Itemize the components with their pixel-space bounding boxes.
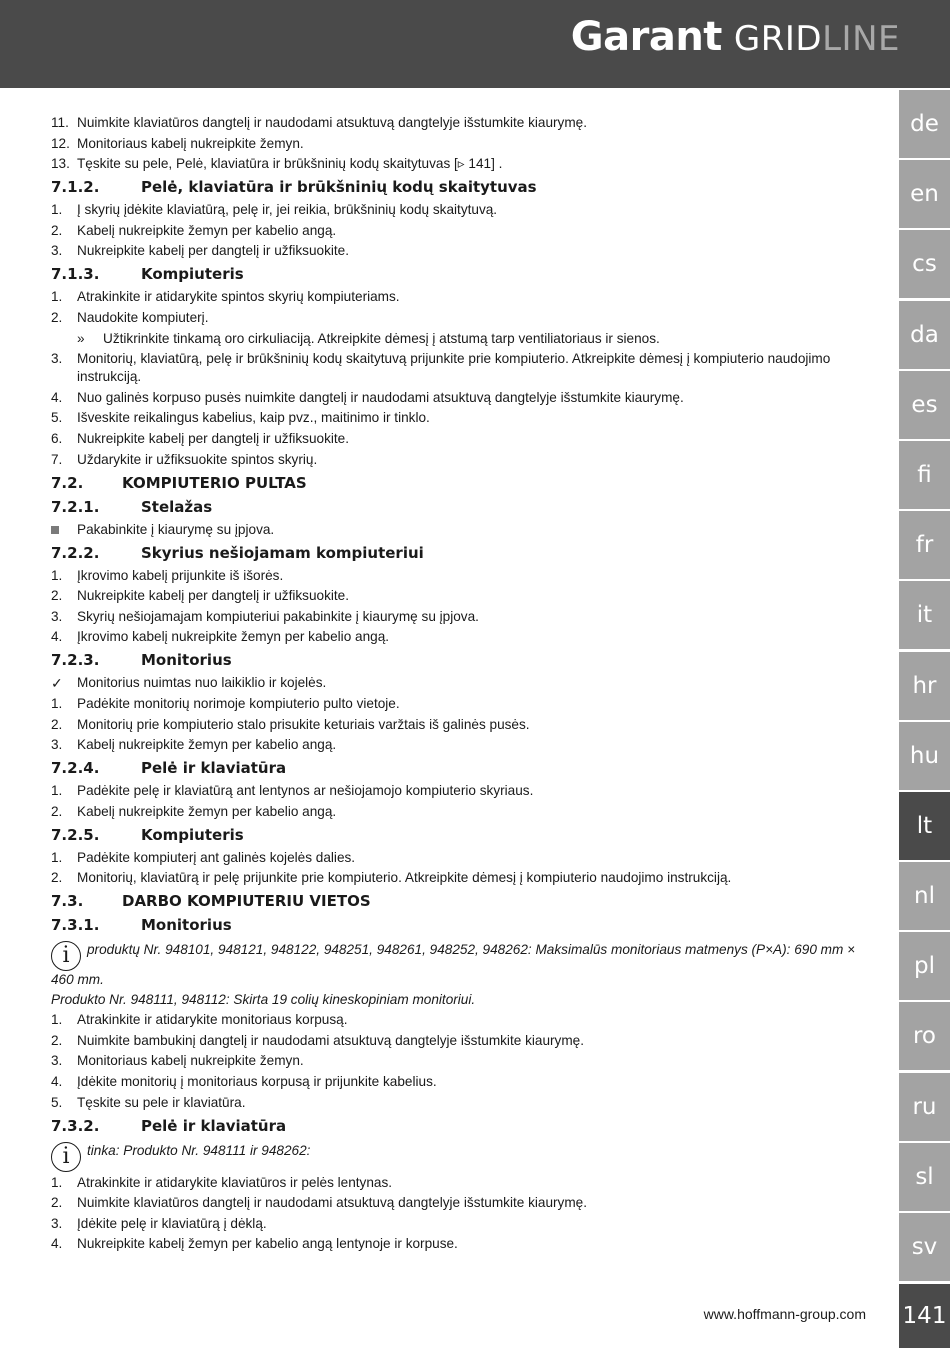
list-item xyxy=(51,330,881,348)
info-note xyxy=(51,1142,881,1172)
brand-grid: GRID xyxy=(733,19,823,59)
checkmark-icon: ✓ xyxy=(51,675,63,692)
heading-text: Monitorius xyxy=(141,916,232,935)
item-number: 2. xyxy=(51,309,63,325)
list-item xyxy=(51,869,881,887)
lang-tab-fi[interactable]: fi xyxy=(899,441,950,509)
lang-tab-ro[interactable]: ro xyxy=(899,1002,950,1070)
heading-text: Kompiuteris xyxy=(141,825,244,844)
item-text: Į skyrių įdėkite klaviatūrą, pelę ir, jei reikia, brūkšninių kodų skaitytuvą. xyxy=(77,202,498,218)
section-heading xyxy=(51,916,881,935)
language-tabs xyxy=(899,90,950,1283)
item-number: 3. xyxy=(51,608,63,624)
list-item xyxy=(51,1174,881,1192)
item-number: 1. xyxy=(51,1012,63,1028)
brand-line: LINE xyxy=(822,19,900,59)
footer-url[interactable]: www.hoffmann-group.com xyxy=(703,1306,866,1322)
heading-number: 7.2.1. xyxy=(51,497,100,516)
heading-number: 7.2.2. xyxy=(51,543,100,562)
lang-tab-de[interactable]: de xyxy=(899,90,950,158)
item-text: Skyrių nešiojamajam kompiuteriui pakabinkite į kiaurymę su įpjova. xyxy=(77,608,479,624)
list-item xyxy=(51,628,881,646)
heading-number: 7.1.3. xyxy=(51,265,100,284)
item-number: 5. xyxy=(51,1094,63,1110)
lang-tab-it[interactable]: it xyxy=(899,581,950,649)
item-number: 3. xyxy=(51,351,63,367)
item-text: Nukreipkite kabelį per dangtelį ir užfiksuokite. xyxy=(77,588,350,604)
item-number: 2. xyxy=(51,803,63,819)
list-item xyxy=(51,222,881,240)
item-number: 3. xyxy=(51,737,63,753)
heading-number: 7.3.1. xyxy=(51,916,100,935)
info-icon: i xyxy=(51,941,81,971)
heading-number: 7.2.4. xyxy=(51,759,100,778)
list-item xyxy=(51,521,881,539)
note-text: Produkto Nr. 948111, 948112: Skirta 19 colių kineskopiniam monitoriui. xyxy=(51,992,476,1008)
list-item xyxy=(51,201,881,219)
item-number: 2. xyxy=(51,870,63,886)
item-text: Kabelį nukreipkite žemyn per kabelio angą. xyxy=(77,803,337,819)
item-number: 1. xyxy=(51,783,63,799)
list-item xyxy=(51,736,881,754)
section-heading xyxy=(51,826,881,845)
item-text: Nukreipkite kabelį žemyn per kabelio angą lentynoje ir korpuse. xyxy=(77,1236,458,1252)
heading-number: 7.2.3. xyxy=(51,651,100,670)
item-text: Kabelį nukreipkite žemyn per kabelio angą. xyxy=(77,222,337,238)
square-bullet-icon xyxy=(51,521,77,539)
item-text: Pakabinkite į kiaurymę su įpjova. xyxy=(77,521,275,537)
lang-tab-hr[interactable]: hr xyxy=(899,652,950,720)
item-text: Monitorių, klaviatūrą, pelę ir brūkšninių kodų skaitytuvą prijunkite prie kompiuterio. Atkreipkite dėmesį į kompiuterio naudojimo instrukciją. xyxy=(77,351,831,385)
item-number: 4. xyxy=(51,629,63,645)
list-item xyxy=(51,451,881,469)
list-item xyxy=(51,1052,881,1070)
list-item xyxy=(51,695,881,713)
item-number: 1. xyxy=(51,1174,63,1190)
item-text: Padėkite monitorių norimoje kompiuterio pulto vietoje. xyxy=(77,695,400,711)
section-heading xyxy=(51,544,881,563)
item-number: 3. xyxy=(51,1215,63,1231)
list-item xyxy=(51,782,881,800)
item-text: Įdėkite monitorių į monitoriaus korpusą ir prijunkite kabelius. xyxy=(77,1074,437,1090)
item-number: 3. xyxy=(51,1053,63,1069)
list-item xyxy=(51,309,881,327)
item-number: 5. xyxy=(51,410,63,426)
heading-text: Pelė ir klaviatūra xyxy=(141,759,287,778)
heading-text: Skyrius nešiojamam kompiuteriui xyxy=(141,543,424,562)
item-text: Atrakinkite ir atidarykite klaviatūros ir pelės lentynas. xyxy=(77,1174,393,1190)
section-heading xyxy=(51,265,881,284)
lang-tab-da[interactable]: da xyxy=(899,301,950,369)
list-item xyxy=(51,135,881,153)
item-text: Nuo galinės korpuso pusės nuimkite dangtelį ir naudodami atsuktuvą dangtelyje išstumkite kiaurymę. xyxy=(77,389,684,405)
list-item xyxy=(51,1235,881,1253)
item-number: 7. xyxy=(51,451,63,467)
item-number: 4. xyxy=(51,1074,63,1090)
lang-tab-lt[interactable]: lt xyxy=(899,792,950,860)
lang-tab-nl[interactable]: nl xyxy=(899,862,950,930)
info-icon: i xyxy=(51,1142,81,1172)
item-number: 13. xyxy=(51,156,70,172)
lang-tab-fr[interactable]: fr xyxy=(899,511,950,579)
lang-tab-hu[interactable]: hu xyxy=(899,722,950,790)
list-item xyxy=(51,608,881,626)
list-item xyxy=(51,587,881,605)
item-number: 6. xyxy=(51,430,63,446)
list-item xyxy=(51,716,881,734)
item-text: Monitorius nuimtas nuo laikiklio ir kojelės. xyxy=(77,675,327,691)
heading-text: Pelė, klaviatūra ir brūkšninių kodų skaitytuvas xyxy=(141,178,537,197)
document-body xyxy=(51,114,881,1256)
heading-text: Pelė ir klaviatūra xyxy=(141,1116,287,1135)
list-item xyxy=(51,1094,881,1112)
list-item xyxy=(51,1194,881,1212)
lang-tab-en[interactable]: en xyxy=(899,160,950,228)
item-number: 1. xyxy=(51,695,63,711)
list-item xyxy=(51,114,881,132)
item-number: 1. xyxy=(51,289,63,305)
item-text: Monitoriaus kabelį nukreipkite žemyn. xyxy=(77,1053,304,1069)
list-item xyxy=(51,430,881,448)
section-heading xyxy=(51,892,881,911)
list-item xyxy=(51,288,881,306)
item-text: Nuimkite bambukinį dangtelį ir naudodami atsuktuvą dangtelyje išstumkite kiaurymę. xyxy=(77,1032,584,1048)
item-text: Įkrovimo kabelį prijunkite iš išorės. xyxy=(77,567,284,583)
item-text: Padėkite kompiuterį ant galinės kojelės dalies. xyxy=(77,849,356,865)
lang-tab-ru[interactable]: ru xyxy=(899,1073,950,1141)
list-item xyxy=(51,155,881,173)
list-item xyxy=(51,242,881,260)
section-heading xyxy=(51,759,881,778)
brand-logo xyxy=(571,14,900,66)
heading-number: 7.2.5. xyxy=(51,825,100,844)
bullet-square xyxy=(51,526,59,534)
list-item xyxy=(51,1032,881,1050)
info-note xyxy=(51,941,881,1009)
section-heading xyxy=(51,498,881,517)
list-item xyxy=(51,350,881,386)
page-number: 141 xyxy=(899,1284,950,1348)
item-number: 1. xyxy=(51,849,63,865)
list-item xyxy=(51,409,881,427)
item-number: 3. xyxy=(51,243,63,259)
heading-number: 7.3. xyxy=(51,892,84,911)
list-item xyxy=(51,1011,881,1029)
heading-text: KOMPIUTERIO PULTAS xyxy=(122,473,307,492)
item-text: Įdėkite pelę ir klaviatūrą į dėklą. xyxy=(77,1215,267,1231)
lang-tab-cs[interactable]: cs xyxy=(899,230,950,298)
section-heading xyxy=(51,1117,881,1136)
section-heading xyxy=(51,474,881,493)
item-text: Kabelį nukreipkite žemyn per kabelio angą. xyxy=(77,737,337,753)
item-number: 4. xyxy=(51,389,63,405)
lang-tab-pl[interactable]: pl xyxy=(899,932,950,1000)
item-text: Padėkite pelę ir klaviatūrą ant lentynos ar nešiojamojo kompiuterio skyriaus. xyxy=(77,783,534,799)
item-text: Užtikrinkite tinkamą oro cirkuliaciją. Atkreipkite dėmesį į atstumą tarp ventiliatoriaus ir sienos. xyxy=(103,330,660,346)
list-item xyxy=(51,567,881,585)
item-number: 2. xyxy=(51,1195,63,1211)
heading-text: Monitorius xyxy=(141,651,232,670)
item-text: Monitorių, klaviatūrą ir pelę prijunkite prie kompiuterio. Atkreipkite dėmesį į kompiuterio naudojimo instrukciją. xyxy=(77,870,732,886)
item-text: Nuimkite klaviatūros dangtelį ir naudodami atsuktuvą dangtelyje išstumkite kiaurymę. xyxy=(77,1195,588,1211)
note-text: produktų Nr. 948101, 948121, 948122, 948251, 948261, 948252, 948262: Maksimalūs monitoriaus matmenys (P×A): 690 mm × 460 mm. xyxy=(51,942,856,988)
item-number: 2. xyxy=(51,588,63,604)
item-number: 4. xyxy=(51,1236,63,1252)
item-number: » xyxy=(77,330,85,346)
heading-number: 7.2. xyxy=(51,473,84,492)
item-text: Išveskite reikalingus kabelius, kaip pvz., maitinimo ir tinklo. xyxy=(77,410,430,426)
item-text: Atrakinkite ir atidarykite spintos skyrių kompiuteriams. xyxy=(77,289,400,305)
heading-number: 7.1.2. xyxy=(51,178,100,197)
lang-tab-sl[interactable]: sl xyxy=(899,1143,950,1211)
item-number: 12. xyxy=(51,135,70,151)
item-text: Atrakinkite ir atidarykite monitoriaus korpusą. xyxy=(77,1012,348,1028)
heading-number: 7.3.2. xyxy=(51,1116,100,1135)
list-item xyxy=(51,1073,881,1091)
page-header xyxy=(0,0,950,88)
heading-text: DARBO KOMPIUTERIU VIETOS xyxy=(122,892,371,911)
item-text: Nuimkite klaviatūros dangtelį ir naudodami atsuktuvą dangtelyje išstumkite kiaurymę. xyxy=(77,115,588,130)
list-item xyxy=(51,803,881,821)
item-text: Uždarykite ir užfiksuokite spintos skyrių. xyxy=(77,451,318,467)
item-text: Nukreipkite kabelį per dangtelį ir užfiksuokite. xyxy=(77,430,350,446)
item-number: 1. xyxy=(51,567,63,583)
lang-tab-es[interactable]: es xyxy=(899,371,950,439)
list-item xyxy=(51,674,881,692)
item-text: Monitoriaus kabelį nukreipkite žemyn. xyxy=(77,135,304,151)
list-item xyxy=(51,849,881,867)
item-number: 2. xyxy=(51,716,63,732)
section-heading xyxy=(51,651,881,670)
item-text: Tęskite su pele ir klaviatūra. xyxy=(77,1094,246,1110)
lang-tab-sv[interactable]: sv xyxy=(899,1213,950,1281)
item-text: Nukreipkite kabelį per dangtelį ir užfiksuokite. xyxy=(77,243,350,259)
item-text: Monitorių prie kompiuterio stalo prisukite keturiais varžtais iš galinės pusės. xyxy=(77,716,530,732)
brand-garant: Garant xyxy=(570,14,722,60)
note-text: tinka: Produkto Nr. 948111 ir 948262: xyxy=(87,1142,311,1158)
heading-text: Kompiuteris xyxy=(141,265,244,284)
item-text: Naudokite kompiuterį. xyxy=(77,309,209,325)
item-text: Tęskite su pele, Pelė, klaviatūra ir brūkšninių kodų skaitytuvas [▹ 141] . xyxy=(77,156,503,172)
list-item xyxy=(51,1215,881,1233)
list-item xyxy=(51,389,881,407)
heading-text: Stelažas xyxy=(141,497,213,516)
item-number: 2. xyxy=(51,1032,63,1048)
item-text: Įkrovimo kabelį nukreipkite žemyn per kabelio angą. xyxy=(77,629,390,645)
item-number: 2. xyxy=(51,222,63,238)
item-number: 1. xyxy=(51,202,63,218)
section-heading xyxy=(51,178,881,197)
item-number: 11. xyxy=(51,115,69,130)
